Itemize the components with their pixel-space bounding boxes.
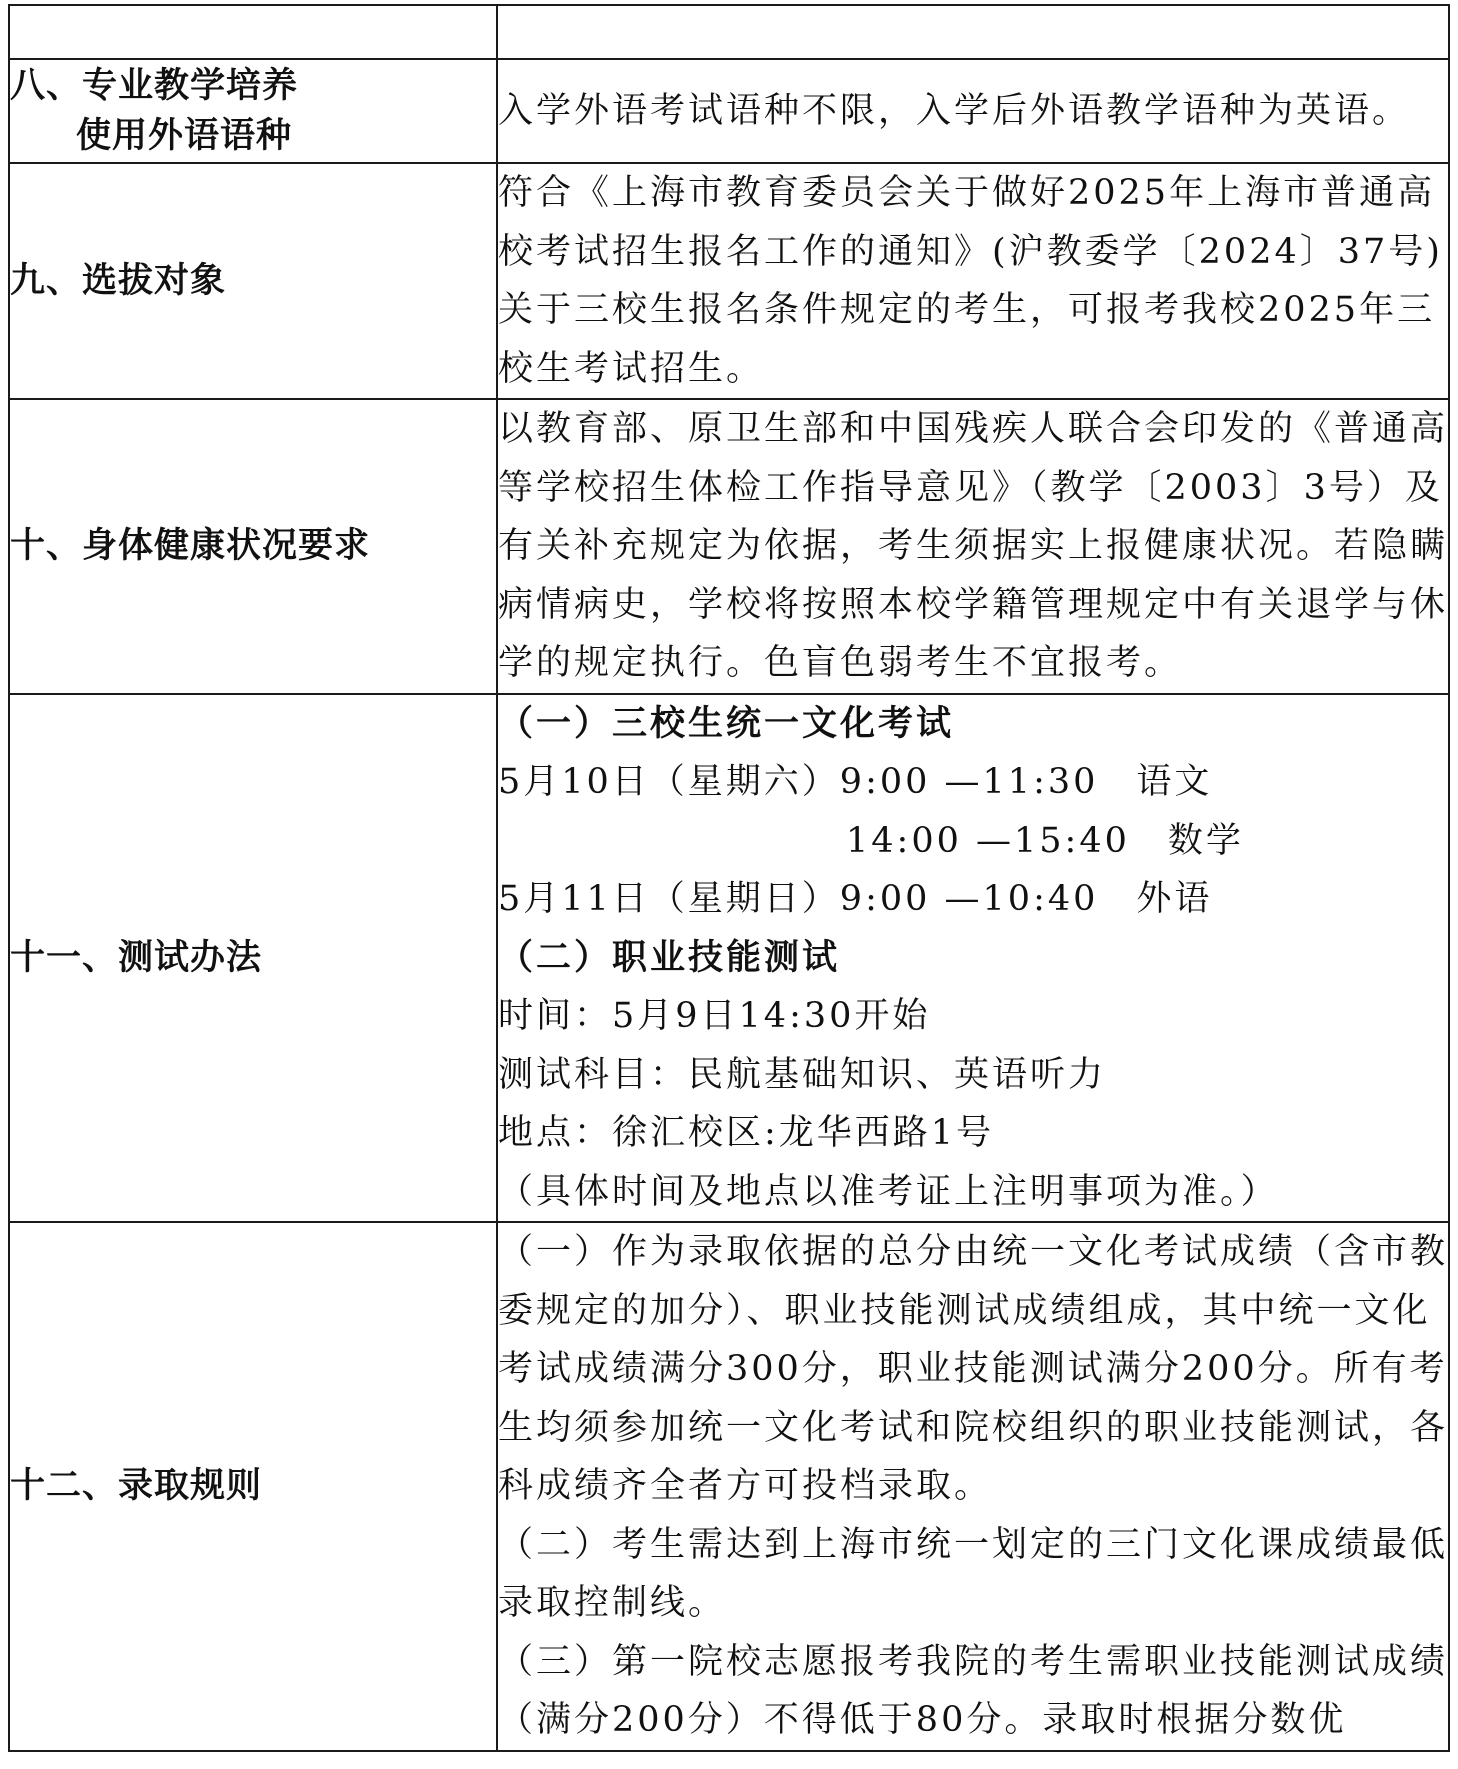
- exam-schedule-line: 5月10日（星期六）9:00 —11:30 语文: [498, 762, 1213, 802]
- exam-schedule-line: 5月11日（星期日）9:00 —10:40 外语: [498, 879, 1213, 919]
- row-label-cell: [9, 694, 497, 1223]
- row-label-line-1: 八、专业教学培养: [10, 65, 299, 106]
- admission-rules-content: [498, 1223, 1448, 1750]
- row-content-cell: [497, 59, 1449, 163]
- skill-test-note: （具体时间及地点以准考证上注明事项为准。）: [498, 1171, 1279, 1212]
- row-content-cell: [497, 163, 1449, 399]
- table-row: [9, 399, 1449, 694]
- row-content: 符合《上海市教育委员会关于做好2025年上海市普通高校考试招生报名工作的通知》(沪教委学〔2024〕37号)关于三校生报名条件规定的考生，可报考我校2025年三校生考试招生。: [498, 173, 1443, 389]
- row-label-line-2: 使用外语语种: [76, 115, 293, 156]
- admission-rule-paragraph: （二）考生需达到上海市统一划定的三门文化课成绩最低录取控制线。: [498, 1524, 1449, 1623]
- row-content: 入学外语考试语种不限，入学后外语教学语种为英语。: [498, 90, 1411, 131]
- admission-info-table: [8, 4, 1450, 1752]
- test-method-content: [498, 695, 1448, 1222]
- row-label-cell: [9, 5, 497, 59]
- row-label: 十一、测试办法: [10, 936, 263, 978]
- row-label: 十二、录取规则: [10, 1465, 263, 1507]
- skill-test-place: 地点：徐汇校区:龙华西路1号: [498, 1113, 995, 1153]
- row-label: 十、身体健康状况要求: [10, 525, 371, 567]
- exam-schedule-line: 14:00 —15:40 数学: [846, 820, 1244, 861]
- row-content: 以教育部、原卫生部和中国残疾人联合会印发的《普通高等学校招生体检工作指导意见》（教学〔2003〕3号）及有关补充规定为依据，考生须据实上报健康状况。若隐瞒病情病史，学校将按照本校学籍管理规定中有关退学与休学的规定执行。色盲色弱考生不宜报考。: [498, 409, 1449, 683]
- row-label-cell: [9, 163, 497, 399]
- table-row: [9, 694, 1449, 1223]
- admission-rule-paragraph: （三）第一院校志愿报考我院的考生需职业技能测试成绩（满分200分）不得低于80分。录取时根据分数优: [498, 1641, 1449, 1740]
- skill-test-subjects: 测试科目：民航基础知识、英语听力: [498, 1054, 1107, 1095]
- row-content-cell: [497, 399, 1449, 694]
- row-label-cell: [9, 59, 497, 163]
- row-content-cell: [497, 5, 1449, 59]
- table-row: [9, 1222, 1449, 1751]
- row-content-cell: [497, 694, 1449, 1223]
- section-title-culture-exam: （一）三校生统一文化考试: [498, 702, 955, 744]
- row-content-cell: [497, 1222, 1449, 1751]
- admission-rule-paragraph: （一）作为录取依据的总分由统一文化考试成绩（含市教委规定的加分）、职业技能测试成绩组成，其中统一文化考试成绩满分300分，职业技能测试满分200分。所有考生均须参加统一文化考试和院校组织的职业技能测试，各科成绩齐全者方可投档录取。: [498, 1232, 1449, 1506]
- section-title-skill-test: （二）职业技能测试: [498, 936, 841, 978]
- table-row: [9, 5, 1449, 59]
- table-row: [9, 163, 1449, 399]
- row-label-cell: [9, 1222, 497, 1751]
- table-row: [9, 59, 1449, 163]
- skill-test-time: 时间：5月9日14:30开始: [498, 996, 931, 1036]
- row-label-cell: [9, 399, 497, 694]
- row-label: 九、选拔对象: [10, 260, 227, 301]
